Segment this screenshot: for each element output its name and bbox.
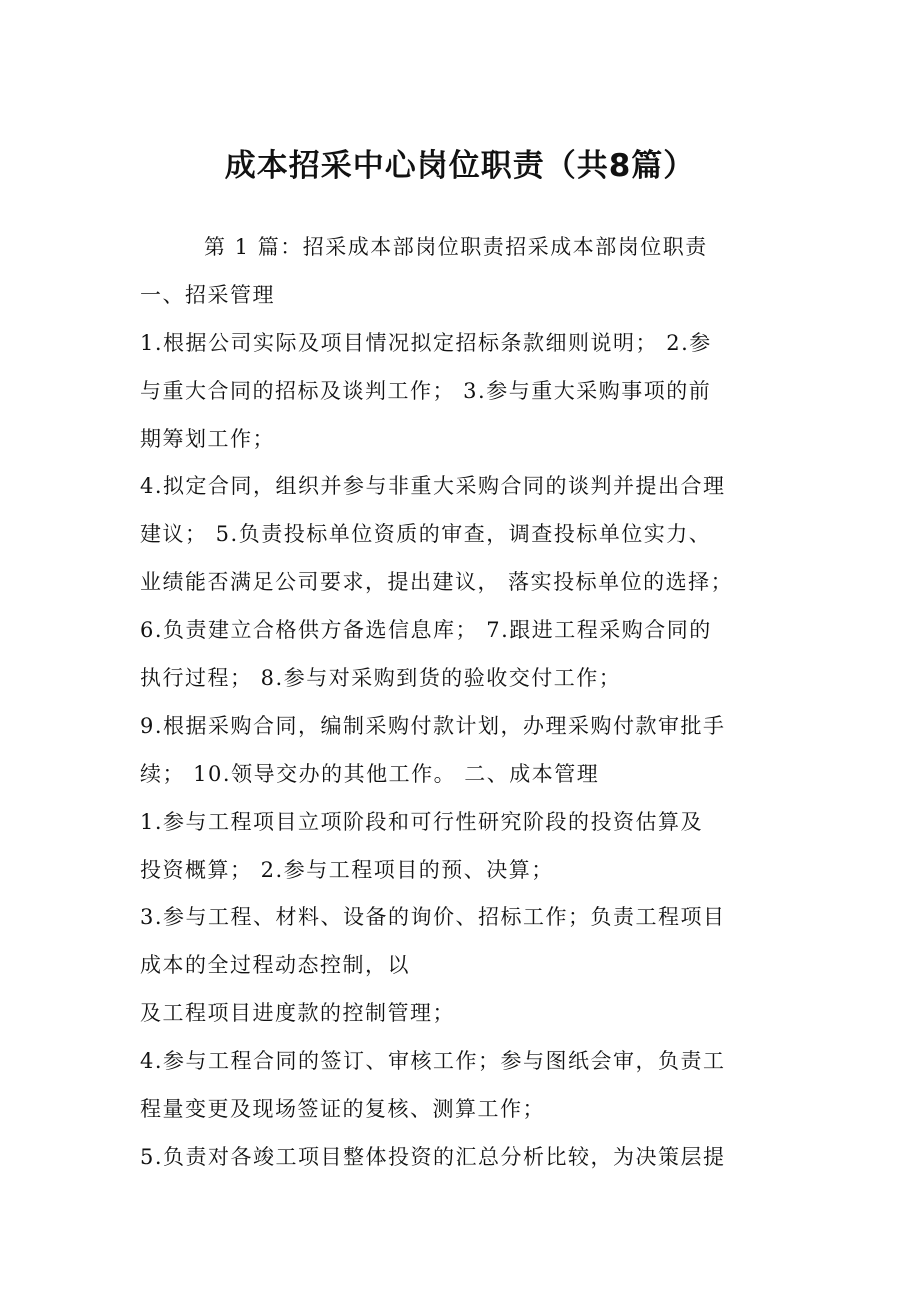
section-heading-procurement: 一、招采管理 xyxy=(140,282,275,307)
paragraph-line: 建议； 5.负责投标单位资质的审查，调查投标单位实力、 xyxy=(140,522,712,547)
paragraph-line: 4.参与工程合同的签订、审核工作；参与图纸会审，负责工 xyxy=(140,1049,726,1074)
document-body xyxy=(140,224,790,1182)
section-heading-chapter-1: 第 1 篇：招采成本部岗位职责招采成本部岗位职责 xyxy=(204,235,708,259)
document-title: 成本招采中心岗位职责（共8篇） xyxy=(224,148,696,184)
paragraph-line: 1.根据公司实际及项目情况拟定招标条款细则说明； 2.参 xyxy=(140,330,712,355)
paragraph-line: 9.根据采购合同，编制采购付款计划，办理采购付款审批手 xyxy=(140,713,726,738)
paragraph-line: 续； 10.领导交办的其他工作。 二、成本管理 xyxy=(140,761,600,786)
paragraph-line: 6.负责建立合格供方备选信息库； 7.跟进工程采购合同的 xyxy=(140,618,712,643)
paragraph-line: 3.参与工程、材料、设备的询价、招标工作；负责工程项目 xyxy=(140,905,726,930)
paragraph-line: 5.负责对各竣工项目整体投资的汇总分析比较，为决策层提 xyxy=(140,1144,726,1169)
paragraph-line: 1.参与工程项目立项阶段和可行性研究阶段的投资估算及 xyxy=(140,809,704,834)
paragraph-line: 与重大合同的招标及谈判工作； 3.参与重大采购事项的前 xyxy=(140,378,712,403)
paragraph-line: 程量变更及现场签证的复核、测算工作； xyxy=(140,1097,545,1122)
paragraph-line: 成本的全过程动态控制，以 xyxy=(140,953,410,978)
paragraph-line: 期筹划工作； xyxy=(140,426,275,451)
paragraph-line: 业绩能否满足公司要求，提出建议， 落实投标单位的选择； xyxy=(140,570,734,595)
paragraph-line: 执行过程； 8.参与对采购到货的验收交付工作； xyxy=(140,666,622,691)
paragraph-line: 投资概算； 2.参与工程项目的预、决算； xyxy=(140,857,554,882)
paragraph-line: 4.拟定合同，组织并参与非重大采购合同的谈判并提出合理 xyxy=(140,474,726,499)
paragraph-line: 及工程项目进度款的控制管理； xyxy=(140,1001,455,1026)
